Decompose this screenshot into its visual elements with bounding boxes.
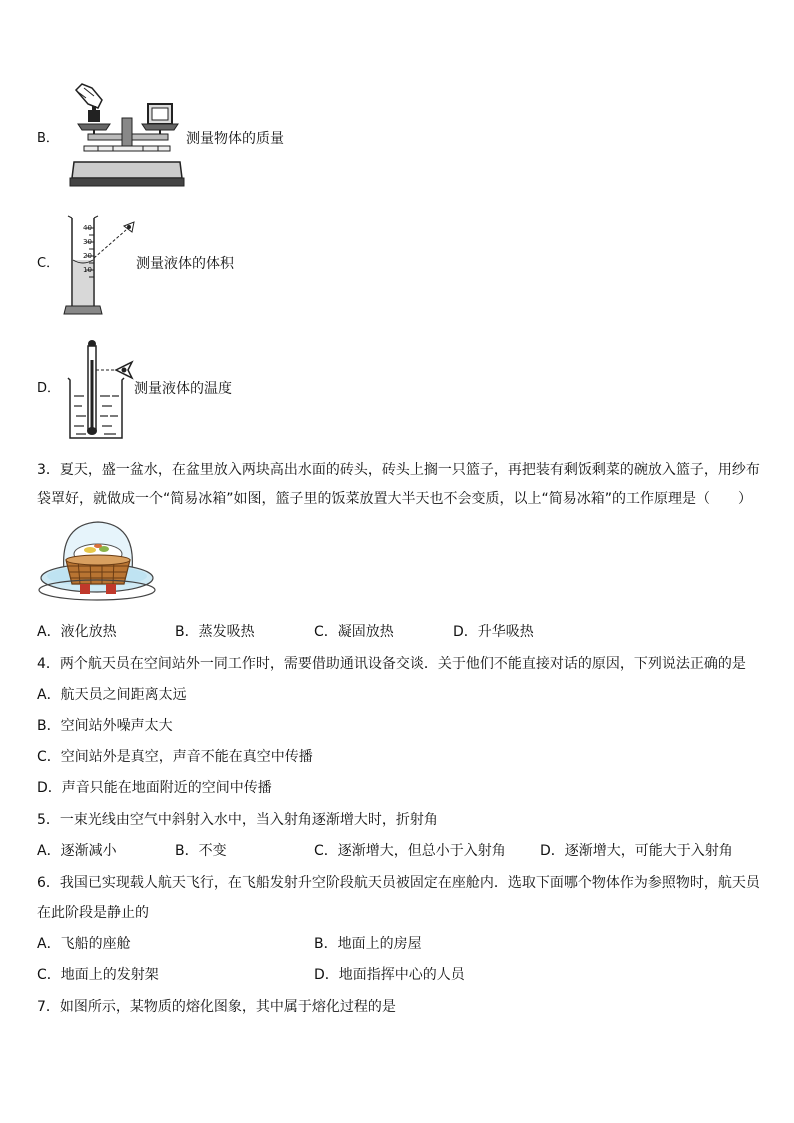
q4-stem: 4．两个航天员在空间站外一同工作时，需要借助通讯设备交谈．关于他们不能直接对话的原因，下列说法正确的是 <box>37 656 746 672</box>
q3-option-d[interactable]: D．升华吸热 <box>453 624 534 640</box>
q3-option-c[interactable]: C．凝固放热 <box>314 624 394 640</box>
q4-option-b[interactable]: B．空间站外噪声太大 <box>37 718 173 734</box>
thermometer-beaker-figure <box>64 338 142 442</box>
q6-option-d[interactable]: D．地面指挥中心的人员 <box>314 967 465 983</box>
q4-option-d[interactable]: D．声音只能在地面附近的空间中传播 <box>37 780 272 796</box>
option-d-label: D． <box>37 381 61 396</box>
simple-fridge-figure <box>38 514 156 608</box>
measuring-cylinder-figure <box>64 214 144 318</box>
q5-option-a[interactable]: A．逐渐减小 <box>37 843 117 859</box>
q3-option-a[interactable]: A．液化放热 <box>37 624 117 640</box>
cylinder-tick-30: 30 <box>83 238 92 246</box>
option-c-label: C． <box>37 256 60 271</box>
q4-option-a[interactable]: A．航天员之间距离太远 <box>37 687 187 703</box>
option-d-text: 测量液体的温度 <box>134 381 232 397</box>
option-b-label: B． <box>37 131 59 146</box>
option-b-text: 测量物体的质量 <box>186 131 284 147</box>
q5-option-c[interactable]: C．逐渐增大，但总小于入射角 <box>314 843 506 859</box>
q6-stem-line1: 6．我国已实现载人航天飞行，在飞船发射升空阶段航天员被固定在座舱内．选取下面哪个物体作为参照物时，航天员 <box>37 875 760 891</box>
q3-stem-line1: 3．夏天，盛一盆水，在盆里放入两块高出水面的砖头，砖头上搁一只篮子，再把装有剩饭剩菜的碗放入篮子，用纱布 <box>37 462 760 478</box>
balance-figure <box>68 82 186 188</box>
q5-option-d[interactable]: D．逐渐增大，可能大于入射角 <box>540 843 733 859</box>
option-c-text: 测量液体的体积 <box>136 256 234 272</box>
q7-stem: 7．如图所示，某物质的熔化图象，其中属于熔化过程的是 <box>37 999 396 1015</box>
cylinder-tick-20: 20 <box>83 252 92 260</box>
q5-option-b[interactable]: B．不变 <box>175 843 227 859</box>
q6-option-a[interactable]: A．飞船的座舱 <box>37 936 131 952</box>
q6-option-b[interactable]: B．地面上的房屋 <box>314 936 422 952</box>
q6-option-c[interactable]: C．地面上的发射架 <box>37 967 159 983</box>
q6-stem-line2: 在此阶段是静止的 <box>37 905 149 921</box>
cylinder-tick-10: 10 <box>83 266 92 274</box>
q5-stem: 5．一束光线由空气中斜射入水中，当入射角逐渐增大时，折射角 <box>37 812 438 828</box>
q3-option-b[interactable]: B．蒸发吸热 <box>175 624 255 640</box>
cylinder-tick-40: 40 <box>83 224 92 232</box>
q4-option-c[interactable]: C．空间站外是真空，声音不能在真空中传播 <box>37 749 313 765</box>
q3-stem-line2: 袋罩好，就做成一个“简易冰箱”如图，篮子里的饭菜放置大半天也不会变质，以上“简易冰箱”的工作原理是（ ） <box>37 491 753 507</box>
